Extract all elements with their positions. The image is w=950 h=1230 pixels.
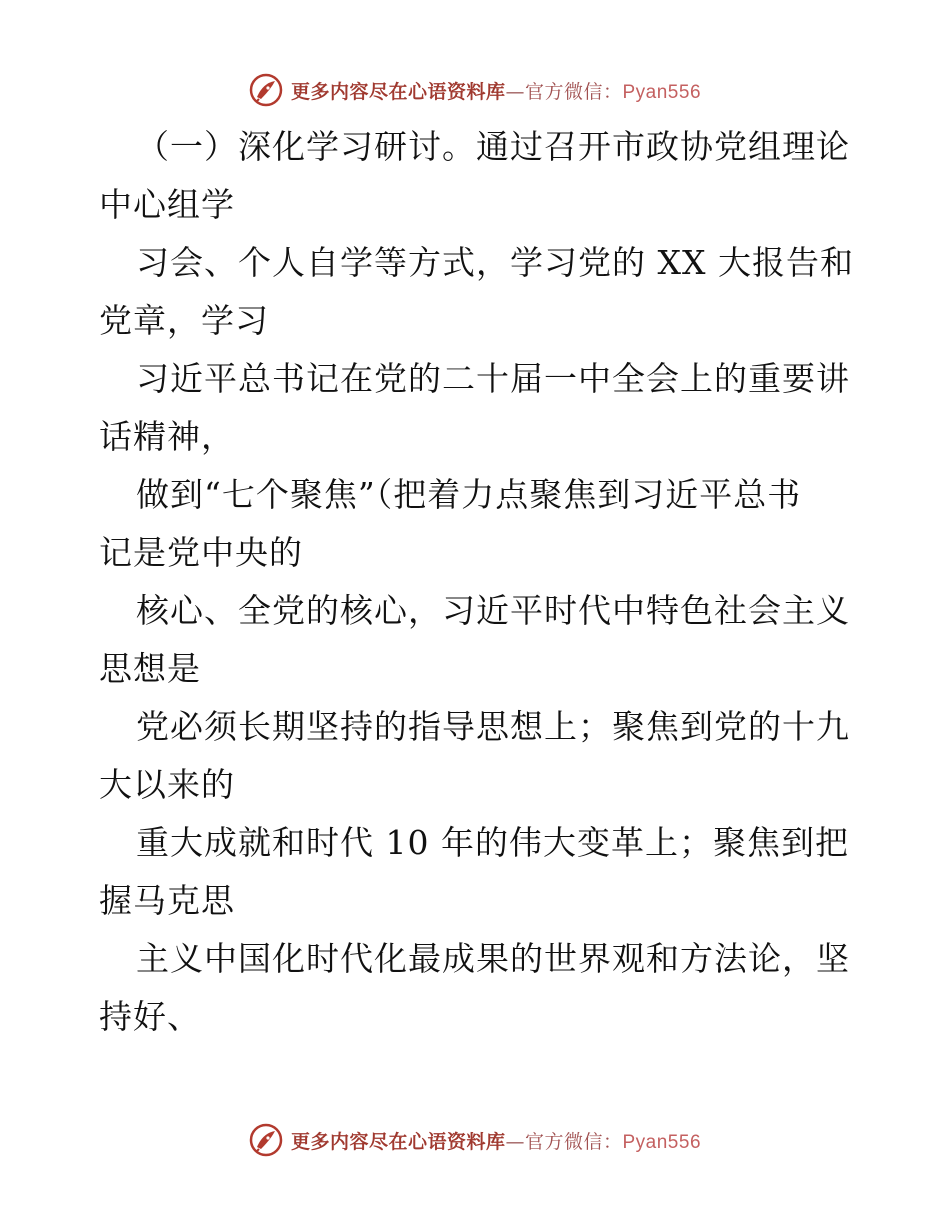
header-banner: [0, 70, 950, 110]
body-line: 记是党中央的: [99, 533, 303, 572]
body-line: 大以来的: [99, 765, 235, 804]
body-line: 核心、全党的核心，习近平时代中特色社会主义: [136, 591, 850, 630]
banner-separator: —: [505, 1130, 525, 1153]
body-line: 重大成就和时代 10 年的伟大变革上；聚焦到把: [136, 823, 849, 862]
body-line: 党必须长期坚持的指导思想上；聚焦到党的十九: [136, 707, 850, 746]
banner-wechat-id: Pyan556: [622, 81, 702, 103]
pen-nib-logo-icon: [249, 73, 283, 107]
body-line: 习近平总书记在党的二十届一中全会上的重要讲: [136, 359, 850, 398]
body-line: 主义中国化时代化最成果的世界观和方法论，坚: [136, 939, 850, 978]
banner-site-name: 更多内容尽在心语资料库: [290, 80, 506, 103]
body-line: 持好、: [99, 997, 201, 1036]
body-line: 思想是: [99, 649, 201, 688]
banner-wechat-label: 官方微信：: [524, 1130, 623, 1153]
body-line: 党章，学习: [99, 301, 269, 340]
banner-site-name: 更多内容尽在心语资料库: [290, 1130, 506, 1153]
body-line: 握马克思: [99, 881, 235, 920]
body-line: 中心组学: [99, 185, 235, 224]
banner-separator: —: [505, 80, 525, 103]
header-banner-text: [291, 77, 701, 104]
body-line: 话精神，: [99, 417, 235, 456]
body-line: 做到“七个聚焦”（把着力点聚焦到习近平总书: [136, 475, 802, 514]
banner-wechat-label: 官方微信：: [524, 80, 623, 103]
footer-banner-text: [291, 1127, 701, 1154]
body-line: 习会、个人自学等方式，学习党的 XX 大报告和: [136, 243, 854, 282]
body-line: （一）深化学习研讨。通过召开市政协党组理论: [136, 127, 850, 166]
banner-wechat-id: Pyan556: [622, 1131, 702, 1153]
body-paragraph: [99, 118, 854, 1046]
pen-nib-logo-icon: [249, 1123, 283, 1157]
footer-banner: [0, 1120, 950, 1160]
